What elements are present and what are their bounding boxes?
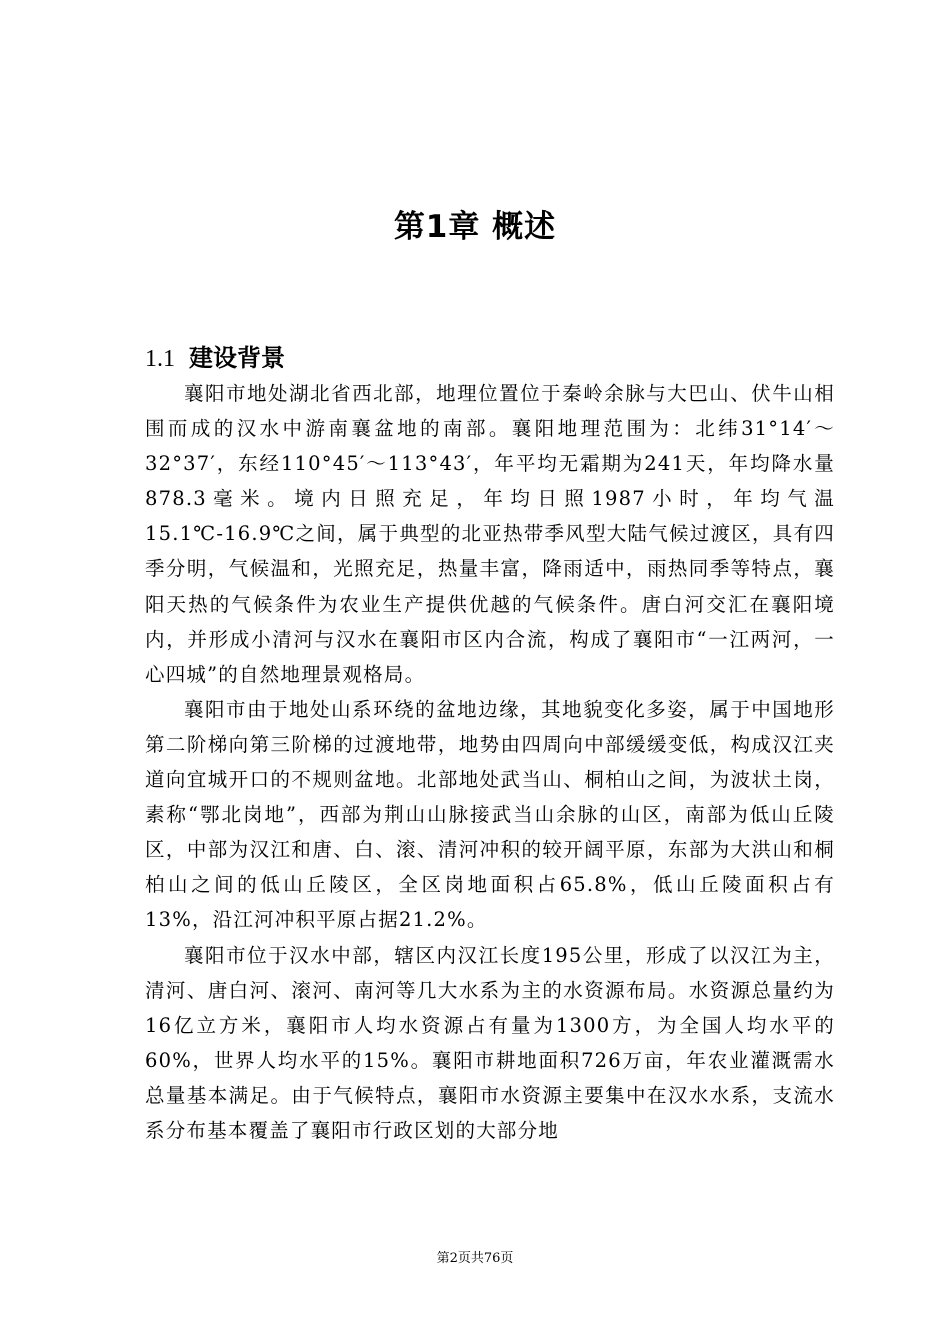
paragraph-terrain: 襄阳市由于地处山系环绕的盆地边缘，其地貌变化多姿，属于中国地形第二阶梯向第三阶梯的过渡地带，地势由四周向中部缓缓变低，构成汉江夹道向宜城开口的不规则盆地。北部地处武当山、桐柏山之间，为波状土岗，素称“鄂北岗地”，西部为荆山山脉接武当山余脉的山区，南部为低山丘陵区，中部为汉江和唐、白、滚、清河冲积的较开阔平原，东部为大洪山和桐柏山之间的低山丘陵区，全区岗地面积占65.8%，低山丘陵面积占有13%，沿江河冲积平原占据21.2%。 [145,697,835,932]
page-footer: 第2页共76页 [436,1251,514,1266]
paragraph-water-resources: 襄阳市位于汉水中部，辖区内汉江长度195公里，形成了以汉江为主，清河、唐白河、滚河、南河等几大水系为主的水资源布局。水资源总量约为16亿立方米，襄阳市人均水资源占有量为1300方，为全国人均水平的60%，世界人均水平的15%。襄阳市耕地面积726万亩，年农业灌溉需水总量基本满足。由于气候特点，襄阳市水资源主要集中在汉水水系，支流水系分布基本覆盖了襄阳市行政区划的大部分地 [145,943,835,1142]
section-title: 建设背景 [189,343,285,372]
section-heading [145,338,285,373]
paragraph-climate: 襄阳市地处湖北省西北部，地理位置位于秦岭余脉与大巴山、伏牛山相围而成的汉水中游南襄盆地的南部。襄阳地理范围为：北纬31°14′～32°37′，东经110°45′～113°43′，年平均无霜期为241天，年均降水量878.3毫米。境内日照充足，年均日照1987小时，年均气温15.1℃-16.9℃之间，属于典型的北亚热带季风型大陆气候过渡区，具有四季分明，气候温和，光照充足，热量丰富，降雨适中，雨热同季等特点，襄阳天热的气候条件为农业生产提供优越的气候条件。唐白河交汇在襄阳境内，并形成小清河与汉水在襄阳市区内合流，构成了襄阳市“一江两河，一心四城”的自然地理景观格局。 [145,382,835,686]
chapter-title: 第1章 概述 [393,208,557,245]
body-text [145,376,835,1148]
section-number: 1.1 [145,345,175,372]
